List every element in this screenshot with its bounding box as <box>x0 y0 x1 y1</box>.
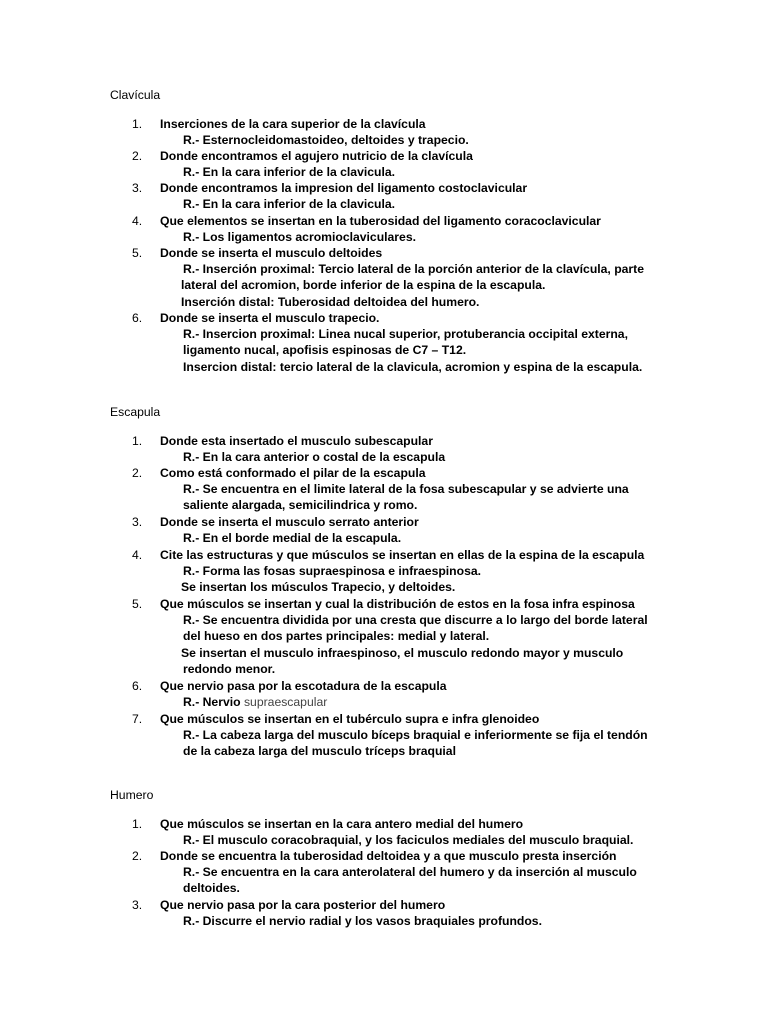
answer: R.- Se encuentra en el limite lateral de la fosa subescapular y se advierte una saliente alargada, semicilindrica y romo. <box>183 482 629 513</box>
question: Donde encontramos la impresion del ligamento costoclavicular <box>160 181 528 195</box>
item-number: 3. <box>132 515 143 529</box>
item-number: 7. <box>132 712 143 726</box>
question: Que músculos se insertan en el tubérculo supra e infra glenoideo <box>160 712 540 726</box>
answer: R.- En la cara anterior o costal de la escapula <box>183 450 446 464</box>
question: Donde se inserta el musculo serrato anterior <box>160 515 419 529</box>
question: Donde encontramos el agujero nutricio de la clavícula <box>160 149 473 163</box>
item-number: 1. <box>132 434 143 448</box>
item-number: 1. <box>132 817 143 831</box>
item-number: 2. <box>132 849 143 863</box>
question: Que músculos se insertan en la cara antero medial del humero <box>160 817 524 831</box>
section-title-escapula: Escapula <box>110 405 161 419</box>
answer: R.- Se encuentra dividida por una cresta que discurre a lo largo del borde lateral del hueso en dos partes principales: medial y lateral. Se insertan el musculo infraespinoso, el musculo redondo mayor y musculo redondo menor. <box>181 613 648 676</box>
item-number: 4. <box>132 548 143 562</box>
answer: R.- En la cara inferior de la clavicula. <box>183 165 396 179</box>
answer: R.- En el borde medial de la escapula. <box>183 531 402 545</box>
answer: R.- Los ligamentos acromioclaviculares. <box>183 230 416 244</box>
answer: R.- Esternocleidomastoideo, deltoides y trapecio. <box>183 133 469 147</box>
question: Como está conformado el pilar de la escapula <box>160 466 426 480</box>
question: Donde se inserta el musculo trapecio. <box>160 311 380 325</box>
section-title-humero: Humero <box>110 788 154 802</box>
answer: R.- Se encuentra en la cara anterolateral del humero y da inserción al musculo deltoides. <box>183 865 637 896</box>
question: Que nervio pasa por la cara posterior del humero <box>160 898 446 912</box>
answer: R.- En la cara inferior de la clavicula. <box>183 197 396 211</box>
question: Donde se encuentra la tuberosidad deltoidea y a que musculo presta inserción <box>160 849 617 863</box>
answer: R.- Inserción proximal: Tercio lateral de la porción anterior de la clavícula, parte lateral del acromion, borde inferior de la espina de la escapula. Inserción distal: Tuberosidad deltoidea del humero. <box>181 262 645 309</box>
item-number: 2. <box>132 466 143 480</box>
answer: R.- La cabeza larga del musculo bíceps braquial e inferiormente se fija el tendón de la cabeza larga del musculo tríceps braquial <box>183 728 648 759</box>
item-number: 2. <box>132 149 143 163</box>
question: Que músculos se insertan y cual la distribución de estos en la fosa infra espinosa <box>160 597 635 611</box>
item-number: 3. <box>132 898 143 912</box>
answer: R.- El musculo coracobraquial, y los faciculos mediales del musculo braquial. <box>183 833 634 847</box>
question: Cite las estructuras y que músculos se insertan en ellas de la espina de la escapula <box>160 548 645 562</box>
item-number: 1. <box>132 117 143 131</box>
question: Donde esta insertado el musculo subescapular <box>160 434 433 448</box>
answer: R.- Nervio supraescapular <box>183 695 328 709</box>
question: Donde se inserta el musculo deltoides <box>160 246 383 260</box>
item-number: 3. <box>132 181 143 195</box>
section-title-clavicula: Clavícula <box>110 88 161 102</box>
item-number: 6. <box>132 679 143 693</box>
item-number: 4. <box>132 214 143 228</box>
item-number: 5. <box>132 597 143 611</box>
question: Inserciones de la cara superior de la clavícula <box>160 117 426 131</box>
item-number: 5. <box>132 246 143 260</box>
question: Que nervio pasa por la escotadura de la escapula <box>160 679 447 693</box>
answer: R.- Discurre el nervio radial y los vasos braquiales profundos. <box>183 914 542 928</box>
answer: R.- Forma las fosas supraespinosa e infraespinosa. Se insertan los músculos Trapecio, y deltoides. <box>181 564 482 595</box>
answer: R.- Insercion proximal: Linea nucal superior, protuberancia occipital externa, ligamento nucal, apofisis espinosas de C7 – T12. Insercion distal: tercio lateral de la clavicula, acromion y espina de la escapula. <box>183 327 643 374</box>
item-number: 6. <box>132 311 143 325</box>
question: Que elementos se insertan en la tuberosidad del ligamento coracoclavicular <box>160 214 601 228</box>
